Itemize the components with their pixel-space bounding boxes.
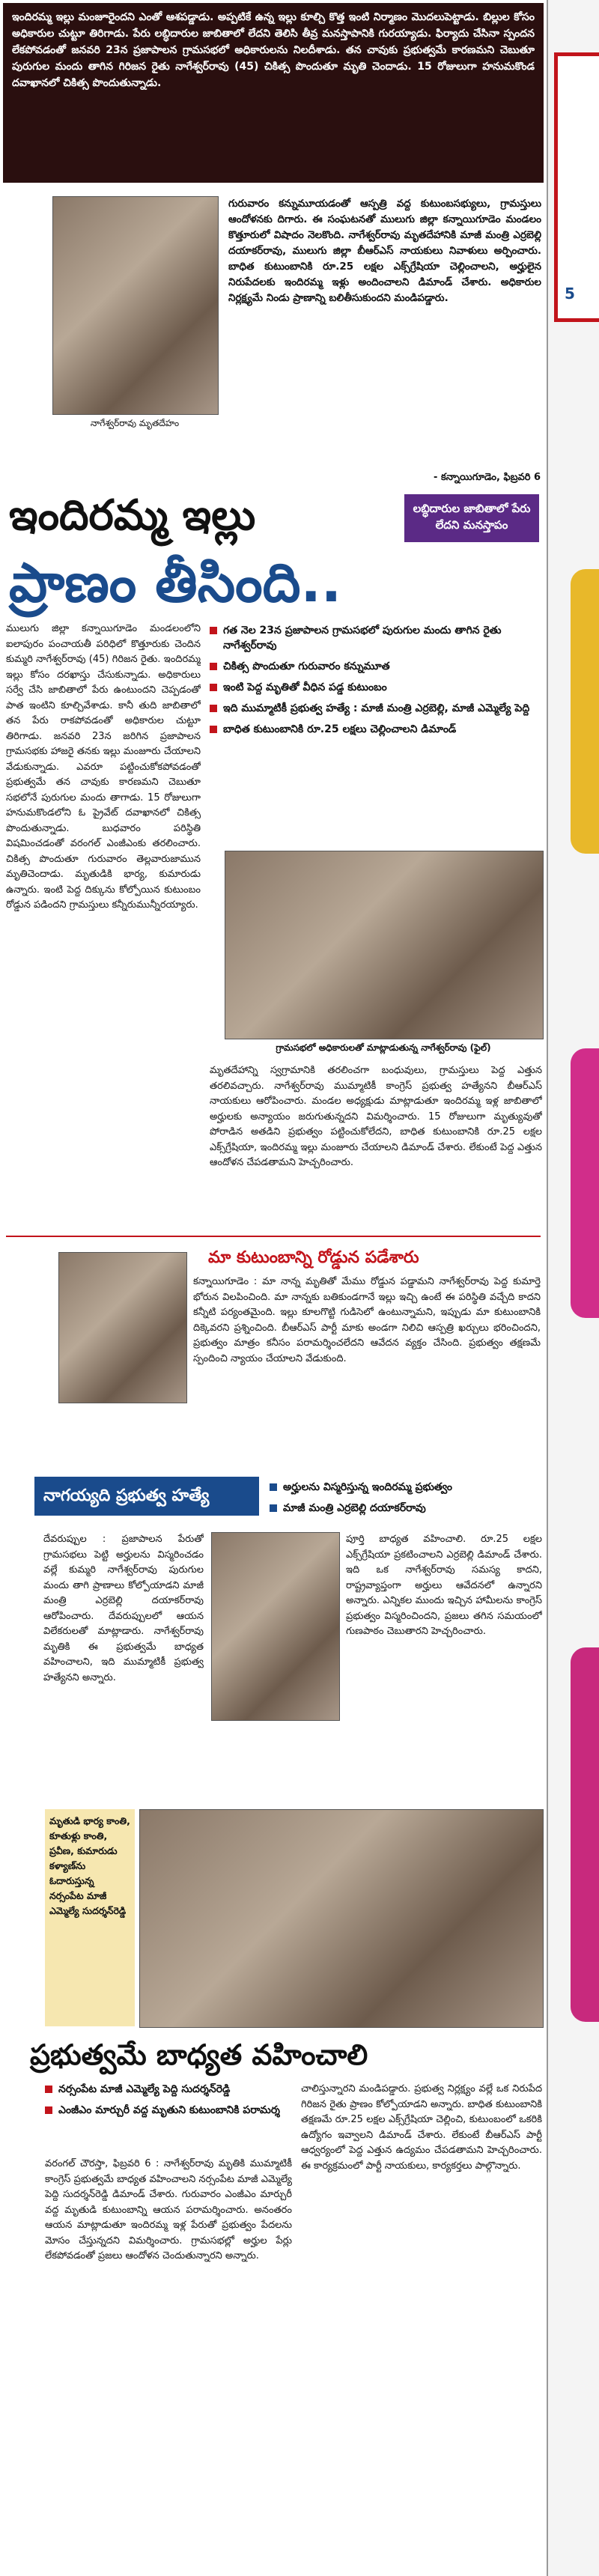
divider — [6, 1236, 541, 1237]
family-body-wrap — [193, 1275, 541, 1469]
family-body-text: కన్నాయిగూడెం : మా నాన్న మృతితో మేము రోడ్డున పడ్డామని నాగేశ్వర్‌రావు పెద్ద కుమార్తె భోరున విలపించింది. మా నాన్నకు బతికుండగానే ఇల్లు ఇచ్చి ఉంటే ఈ పరిస్థితి వచ్చేది కాదని కన్నీటి పర్యంతమైంది. ఇల్లు కూలగొట్టి గుడిసెలో ఉంటున్నామని, ఇప్పుడు మా కుటుంబానికి దిక్కెవరని ప్రశ్నించింది. బీఆర్‌ఎస్ పార్టీ మాకు అండగా నిలిచి ఆస్పత్రి ఖర్చులు భరించిందని, ప్రభుత్వం మాత్రం కనీసం పరామర్శించలేదని ఆవేదన వ్యక్తం చేసింది. ప్రభుత్వం తక్షణమే స్పందించి న్యాయం చేయాలని వేడుకుంది. — [193, 1276, 541, 1364]
bullet-marker — [210, 663, 217, 670]
bullet-marker — [210, 705, 217, 712]
main-bullet-text: ఇది ముమ్మాటికీ ప్రభుత్వ హత్యే : మాజీ మంత్రి ఎర్రబెల్లి, మాజీ ఎమ్మెల్యే పెద్ది — [223, 702, 530, 714]
bottom-photo-caption: మృతుడి భార్య కాంతి, కూతుళ్లు కాంతి, ప్రవీణ, కుమారుడు కళ్యాణ్‌ను ఓదారుస్తున్న నర్సంపేట మాజీ ఎమ్మెల్యే సుదర్శన్‌రెడ్డి — [49, 1815, 130, 1916]
grama-sabha-photo-block — [225, 851, 542, 1055]
consolation-photo — [139, 1809, 544, 2028]
bottom-photo-caption-box — [45, 1809, 135, 2026]
murder-body-left — [43, 1532, 204, 1802]
main-bullet — [210, 680, 541, 695]
top-photo-caption: నాగేశ్వర్‌రావు మృతదేహం — [90, 418, 180, 428]
strip-digit: 5 — [565, 285, 575, 303]
murder-bullet — [270, 1480, 542, 1495]
top-photo-block — [52, 196, 217, 443]
murder-body-text-right: పూర్తి బాధ్యత వహించాలి. రూ.25 లక్షల ఎక్స్‌గ్రేషియా ప్రకటించాలని ఎర్రబెల్లి డిమాండ్ చేశారు. ఇది ఒక నాగేశ్వర్‌రావు సమస్య కాదని, రాష్ట్రవ్యాప్తంగా అర్హులు ఆవేదనలో ఉన్నారని అన్నారు. ఎన్నికల ముందు ఇచ్చిన హామీలను కాంగ్రెస్ ప్రభుత్వం విస్మరించిందని, ప్రజలు తగిన సమయంలో గుణపాఠం చెబుతారని హెచ్చరించారు. — [346, 1534, 542, 1637]
strip-color-block — [571, 1647, 599, 2022]
strip-red-frame — [554, 52, 599, 322]
main-body-left — [6, 622, 201, 1221]
bottom-bullets — [45, 2082, 294, 2124]
daughter-photo — [58, 1252, 187, 1403]
main-bullets — [210, 623, 541, 743]
murder-bullet — [270, 1501, 542, 1516]
murder-body-text-left: దేవరుప్పుల : ప్రజాపాలన పేరుతో గ్రామసభలు పెట్టి అర్హులను విస్మరించడం వల్లే కుమ్మరి నాగేశ్వర్‌రావు పురుగుల మందు తాగి ప్రాణాలు కోల్పోయాడని మాజీ మంత్రి ఎర్రబెల్లి దయాకర్‌రావు ఆరోపించారు. దేవరుప్పులలో ఆయన విలేకరులతో మాట్లాడారు. నాగేశ్వర్‌రావు మృతికి ఈ ప్రభుత్వమే బాధ్యత వహించాలని, ఇది ముమ్మాటికీ ప్రభుత్వ హత్యేనని అన్నారు. — [43, 1534, 204, 1683]
top-body-text: గురువారం కన్నుమూయడంతో ఆస్పత్రి వద్ద కుటుంబసభ్యులు, గ్రామస్తులు ఆందోళనకు దిగారు. ఈ సంఘటనతో ములుగు జిల్లా కన్నాయిగూడెం మండలం కొత్తూరులో విషాదం నెలకొంది. నాగేశ్వర్‌రావు మృతదేహానికి మాజీ మంత్రి ఎర్రబెల్లి దయాకర్‌రావు, ములుగు జిల్లా బీఆర్‌ఎస్ నాయకులు నివాళులు అర్పించారు. బాధిత కుటుంబానికి రూ.25 లక్షల ఎక్స్‌గ్రేషియా చెల్లించాలని, అర్హులైన నిరుపేదలకు ఇందిరమ్మ ఇళ్లు అందించాలని డిమాండ్ చేశారు. అధికారుల నిర్లక్ష్యమే నిండు ప్రాణాన్ని బలితీసుకుందని మండిపడ్డారు. — [228, 198, 541, 304]
strip-color-block — [571, 569, 599, 854]
bottom-bullet — [45, 2082, 294, 2097]
errabelli-photo — [211, 1532, 340, 1721]
bullet-marker — [210, 684, 217, 691]
bottom-body-text-left: వరంగల్ చౌరస్తా, ఫిబ్రవరి 6 : నాగేశ్వర్‌రావు మృతికి ముమ్మాటికీ కాంగ్రెస్ ప్రభుత్వమే బాధ్యత వహించాలని నర్సంపేట మాజీ ఎమ్మెల్యే పెద్ది సుదర్శన్‌రెడ్డి డిమాండ్ చేశారు. గురువారం ఎంజీఎం మార్చురీ వద్ద మృతుడి కుటుంబాన్ని ఆయన పరామర్శించారు. అనంతరం ఆయన మాట్లాడుతూ ఇందిరమ్మ ఇళ్ల పేరుతో ప్రభుత్వం పేదలను మోసం చేస్తున్నదని విమర్శించారు. గ్రామసభల్లో అర్హుల పేర్లు లేకపోవడంతో ప్రజలు ఆందోళన చెందుతున్నారని అన్నారు. — [45, 2158, 292, 2261]
headline-line1: ఇందిరమ్మ ఇల్లు — [9, 491, 256, 540]
headline-badge: లబ్ధిదారుల జాబితాలో పేరు లేదని మనస్తాపం — [404, 494, 539, 542]
bullet-marker — [210, 726, 217, 733]
bullet-marker — [210, 627, 217, 634]
bullet-marker — [45, 2106, 52, 2114]
main-bullet-text: బాధిత కుటుంబానికి రూ.25 లక్షలు చెల్లించాలని డిమాండ్ — [223, 723, 457, 735]
main-bullet — [210, 623, 541, 653]
murder-bullet-text: అర్హులను విస్మరిస్తున్న ఇందిరమ్మ ప్రభుత్వం — [283, 1481, 452, 1493]
main-body-right — [210, 1063, 542, 1228]
bottom-body-text-right: చాలిస్తున్నారని మండిపడ్డారు. ప్రభుత్వ నిర్లక్ష్యం వల్లే ఒక నిరుపేద గిరిజన రైతు ప్రాణం కోల్పోయాడని అన్నారు. బాధిత కుటుంబానికి తక్షణమే రూ.25 లక్షల ఎక్స్‌గ్రేషియా చెల్లించి, కుటుంబంలో ఒకరికి ఉద్యోగం ఇవ్వాలని డిమాండ్ చేశారు. లేకుంటే బీఆర్‌ఎస్ పార్టీ ఆధ్వర్యంలో పెద్ద ఎత్తున ఉద్యమం చేపడతామని హెచ్చరించారు. ఈ కార్యక్రమంలో పార్టీ నాయకులు, కార్యకర్తలు పాల్గొన్నారు. — [301, 2083, 542, 2172]
main-bullet-text: ఇంటి పెద్ద మృతితో వీధిన పడ్డ కుటుంబం — [223, 681, 387, 693]
bullet-marker — [45, 2086, 52, 2093]
murder-body-right — [346, 1532, 542, 1802]
headline-line2: ప్రాణం తీసింది.. — [9, 551, 342, 614]
adjacent-page-strip — [547, 0, 599, 2576]
main-body-text-2: మృతదేహాన్ని స్వగ్రామానికి తరలించగా బంధువులు, గ్రామస్తులు పెద్ద ఎత్తున తరలివచ్చారు. నాగేశ్వర్‌రావు ముమ్మాటికీ కాంగ్రెస్ ప్రభుత్వ హత్యేనని బీఆర్‌ఎస్ నాయకులు ఆరోపించారు. మండల అధ్యక్షుడు మాట్లాడుతూ ఇందిరమ్మ ఇళ్ల జాబితాలో అర్హులకు అన్యాయం జరుగుతున్నదని విమర్శించారు. 15 రోజులుగా మృత్యువుతో పోరాడిన అతడిని ప్రభుత్వం పట్టించుకోలేదని, బాధిత కుటుంబానికి రూ.25 లక్షల ఎక్స్‌గ్రేషియా, ఇందిరమ్మ ఇల్లు మంజూరు చేయాలని డిమాండ్ చేశారు. లేకుంటే పెద్ద ఎత్తున ఆందోళన చేపడతామని హెచ్చరించారు. — [210, 1065, 542, 1168]
family-section — [6, 1245, 541, 1469]
murder-title: నాగయ్యది ప్రభుత్వ హత్యే — [34, 1477, 259, 1516]
main-body-text-1: ములుగు జిల్లా కన్నాయిగూడెం మండలంలోని ఐలాపురం పంచాయతీ పరిధిలో కొత్తూరుకు చెందిన కుమ్మరి నాగేశ్వర్‌రావు (45) గిరిజన రైతు. ఇందిరమ్మ ఇల్లు కోసం దరఖాస్తు చేసుకున్నాడు. అధికారులు సర్వే చేసి జాబితాలో పేరు ఉంటుందని చెప్పడంతో పాత ఇంటిని కూల్చివేశాడు. కానీ తుది జాబితాలో తన పేరు రాకపోవడంతో అధికారుల చుట్టూ తిరిగాడు. జనవరి 23న జరిగిన ప్రజాపాలన గ్రామసభకు హాజరై తనకు ఇల్లు మంజూరు చేయాలని వేడుకున్నాడు. ఎవరూ పట్టించుకోకపోవడంతో ప్రభుత్వమే తన చావుకు కారణమని చెబుతూ సభలోనే పురుగుల మందు తాగాడు. 15 రోజులుగా హనుమకొండలోని ఓ ప్రైవేట్ దవాఖానలో చికిత్స పొందుతున్నాడు. బుధవారం పరిస్థితి విషమించడంతో వరంగల్ ఎంజీఎంకు తరలించారు. చికిత్స పొందుతూ గురువారం తెల్లవారుజామున మృతిచెందాడు. మృతుడికి భార్య, కుమారుడు ఉన్నారు. ఇంటి పెద్ద దిక్కును కోల్పోయిన కుటుంబం రోడ్డున పడిందని గ్రామస్తులు కన్నీరుమున్నీరయ్యారు. — [6, 623, 201, 911]
strip-color-block — [571, 1048, 599, 1318]
murder-bullets — [270, 1480, 542, 1522]
top-dateline: - కన్నాయిగూడెం, ఫిబ్రవరి 6 — [434, 472, 541, 483]
main-bullet — [210, 722, 541, 737]
top-lead-text: ఇందిరమ్మ ఇల్లు మంజూరైందని ఎంతో ఆశపడ్డాడు. అప్పటికే ఉన్న ఇల్లు కూల్చి కొత్త ఇంటి నిర్మాణం మొదలుపెట్టాడు. బిల్లుల కోసం అధికారుల చుట్టూ తిరిగాడు. పేరు లబ్ధిదారుల జాబితాలో లేదని తెలిసి తీవ్ర మనస్తాపానికి గురయ్యాడు. ఫిర్యాదు చేసినా స్పందన లేకపోవడంతో జనవరి 23న ప్రజాపాలన గ్రామసభలో అధికారులను నిలదీశాడు. తన చావుకు ప్రభుత్వమే కారణమని చెబుతూ పురుగుల మందు తాగిన గిరిజన రైతు నాగేశ్వర్‌రావు (45) చికిత్స పొందుతూ మృతి చెందాడు. 15 రోజులుగా హనుమకొండ దవాఖానలో చికిత్స పొందుతున్నాడు. — [12, 11, 535, 89]
murder-bullet-text: మాజీ మంత్రి ఎర్రబెల్లి దయాకర్‌రావు — [283, 1502, 426, 1514]
bottom-body-left — [45, 2157, 292, 2561]
main-bullet-text: చికిత్స పొందుతూ గురువారం కన్నుమూత — [223, 660, 390, 672]
bottom-body-right — [301, 2082, 542, 2561]
top-lead-box — [3, 3, 544, 183]
bottom-bullet-text: నర్సంపేట మాజీ ఎమ్మెల్యే పెద్ది సుదర్శన్‌రెడ్డి — [58, 2083, 231, 2095]
top-body-block — [228, 196, 541, 466]
grama-sabha-caption: గ్రామసభలో అధికారులతో మాట్లాడుతున్న నాగేశ్వర్‌రావు (ఫైల్) — [276, 1042, 491, 1053]
bullet-marker — [270, 1504, 277, 1512]
grama-sabha-photo — [225, 851, 544, 1039]
bottom-bullet-text: ఎంజీఎం మార్చురీ వద్ద మృతుని కుటుంబానికి పరామర్శ — [58, 2104, 280, 2116]
main-bullet-text: గత నెల 23న ప్రజాపాలన గ్రామసభలో పురుగుల మందు తాగిన రైతు నాగేశ్వర్‌రావు — [223, 625, 502, 651]
patient-photo — [52, 196, 219, 415]
main-bullet — [210, 659, 541, 674]
main-bullet — [210, 701, 541, 716]
bottom-title: ప్రభుత్వమే బాధ్యత వహించాలి — [30, 2038, 368, 2071]
family-title: మా కుటుంబాన్ని రోడ్డున పడేశారు — [208, 1248, 419, 1267]
bottom-bullet — [45, 2103, 294, 2118]
bullet-marker — [270, 1483, 277, 1491]
